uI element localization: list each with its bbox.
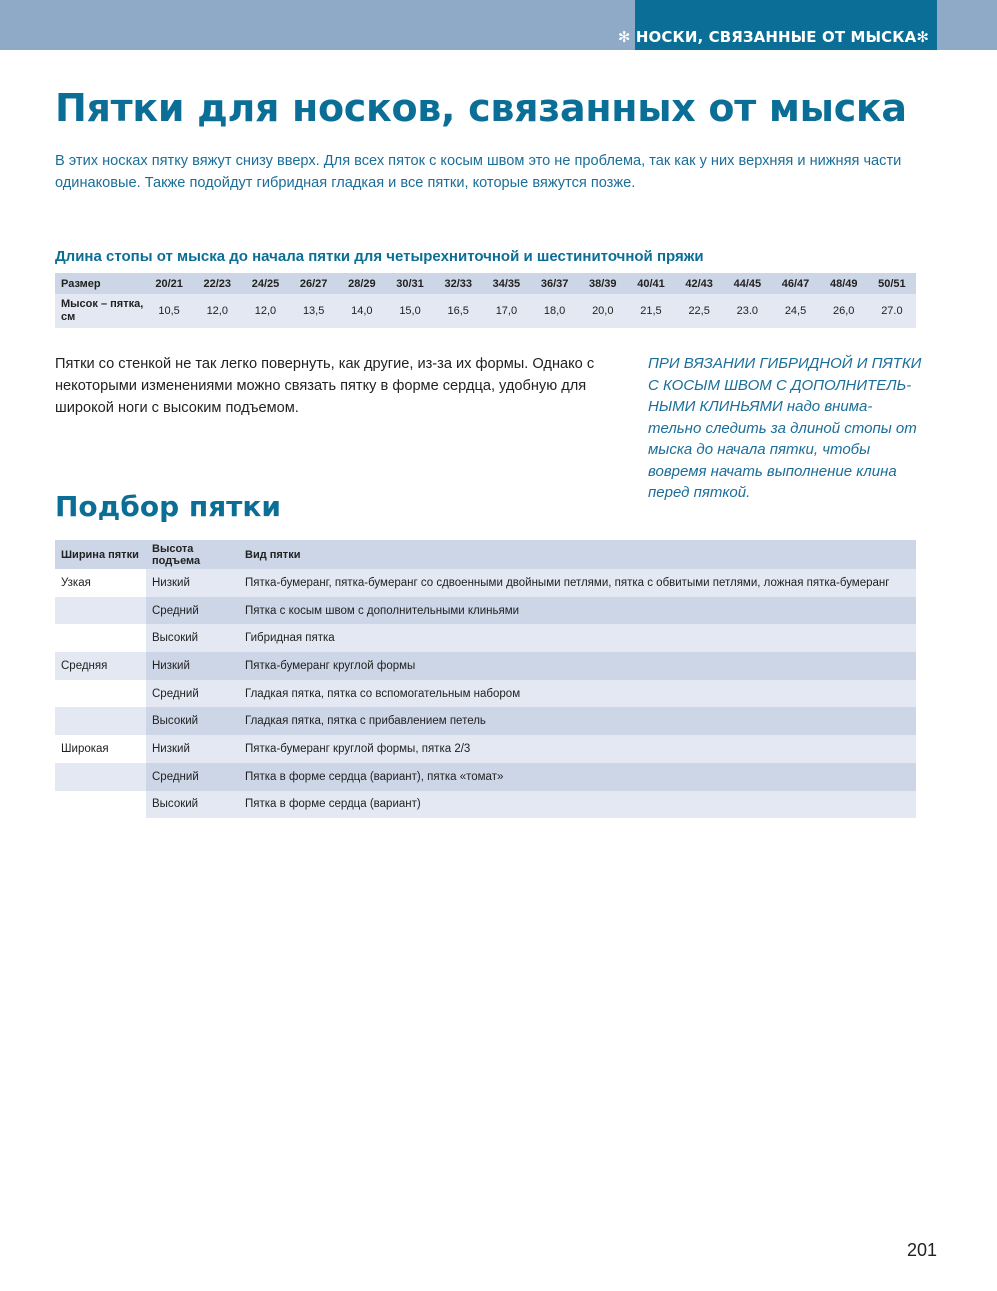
- size-cell: 28/29: [338, 273, 386, 294]
- cell-width: Средняя: [55, 652, 146, 680]
- length-cell: 17,0: [482, 294, 530, 328]
- length-cell: 18,0: [531, 294, 579, 328]
- table-row: [55, 652, 916, 680]
- length-cell: 21,5: [627, 294, 675, 328]
- cell-type: Пятка с косым швом с дополнительными клиньями: [239, 597, 916, 625]
- size-cell: 40/41: [627, 273, 675, 294]
- heel-table: [55, 540, 916, 818]
- header-type: Вид пятки: [239, 540, 916, 569]
- body-paragraph: Пятки со стенкой не так легко повернуть, как другие, из-за их формы. Однако с некоторыми изменениями можно связать пятку в форме сердца, удобную для широкой ноги с высоким подъемом.: [55, 356, 595, 416]
- size-cell: 32/33: [434, 273, 482, 294]
- cell-instep: Высокий: [146, 707, 239, 735]
- cell-width: [55, 763, 146, 791]
- section-title: Подбор пятки: [55, 490, 282, 523]
- size-header-label: Размер: [55, 273, 145, 294]
- cell-instep: Средний: [146, 597, 239, 625]
- table-row: [55, 707, 916, 735]
- sidenote-rest: надо внима-тельно следить за длиной стопы от мыска до начала пятки, чтобы вовремя начать выполнение клина перед пяткой.: [648, 398, 917, 501]
- length-cell: 15,0: [386, 294, 434, 328]
- size-cell: 50/51: [868, 273, 916, 294]
- table-row: [55, 791, 916, 819]
- cell-width: [55, 791, 146, 819]
- cell-type: Гибридная пятка: [239, 624, 916, 652]
- cell-instep: Низкий: [146, 652, 239, 680]
- cell-type: Пятка-бумеранг, пятка-бумеранг со сдвоенными двойными петлями, пятка с обвитыми петлями, ложная пятка-бумеранг: [239, 569, 916, 597]
- sidenote: [648, 353, 923, 504]
- length-cell: 12,0: [241, 294, 289, 328]
- cell-type: Пятка-бумеранг круглой формы, пятка 2/3: [239, 735, 916, 763]
- page-number: 201: [906, 1240, 937, 1260]
- size-cell: 20/21: [145, 273, 193, 294]
- size-cell: 42/43: [675, 273, 723, 294]
- length-row-label: Мысок – пятка, см: [55, 294, 145, 328]
- cell-type: Пятка в форме сердца (вариант), пятка «томат»: [239, 763, 916, 791]
- cell-width: [55, 680, 146, 708]
- size-table-title: Длина стопы от мыска до начала пятки для четырехниточной и шестиниточной пряжи: [55, 248, 704, 265]
- cell-width: [55, 624, 146, 652]
- cell-instep: Средний: [146, 763, 239, 791]
- intro-paragraph: В этих носках пятку вяжут снизу вверх. Для всех пяток с косым швом это не проблема, так как у них верхняя и нижняя части одинаковые. Также подойдут гибридная гладкая и все пятки, которые вяжутся позже.: [55, 153, 902, 191]
- size-header-row: [55, 273, 916, 294]
- table-row: [55, 680, 916, 708]
- table-row: [55, 735, 916, 763]
- table-row: [55, 624, 916, 652]
- size-cell: 44/45: [723, 273, 771, 294]
- length-cell: 23.0: [723, 294, 771, 328]
- cell-type: Гладкая пятка, пятка со вспомогательным набором: [239, 680, 916, 708]
- sidenote-caps: ПРИ ВЯЗАНИИ ГИБРИДНОЙ И ПЯТКИ С КОСЫМ ШВОМ С ДОПОЛНИТЕЛЬ-НЫМИ КЛИНЬЯМИ: [648, 355, 922, 415]
- cell-instep: Высокий: [146, 791, 239, 819]
- size-cell: 30/31: [386, 273, 434, 294]
- size-cell: 48/49: [820, 273, 868, 294]
- chapter-label: ✻ НОСКИ, СВЯЗАННЫЕ ОТ МЫСКА✻: [617, 28, 929, 46]
- cell-width: Узкая: [55, 569, 146, 597]
- header-instep: Высота подъема: [146, 540, 239, 569]
- table-row: [55, 569, 916, 597]
- cell-width: Широкая: [55, 735, 146, 763]
- cell-instep: Низкий: [146, 735, 239, 763]
- size-cell: 24/25: [241, 273, 289, 294]
- header-width: Ширина пятки: [55, 540, 146, 569]
- length-cell: 24,5: [771, 294, 819, 328]
- heel-table-body: [55, 569, 916, 818]
- cell-width: [55, 707, 146, 735]
- size-cell: 26/27: [290, 273, 338, 294]
- heel-header-row: [55, 540, 916, 569]
- table-row: [55, 597, 916, 625]
- cell-width: [55, 597, 146, 625]
- size-cell: 34/35: [482, 273, 530, 294]
- length-cell: 20,0: [579, 294, 627, 328]
- cell-instep: Средний: [146, 680, 239, 708]
- size-cell: 38/39: [579, 273, 627, 294]
- cell-type: Пятка в форме сердца (вариант): [239, 791, 916, 819]
- page-title: Пятки для носков, связанных от мыска: [55, 86, 907, 130]
- cell-type: Пятка-бумеранг круглой формы: [239, 652, 916, 680]
- length-cell: 13,5: [290, 294, 338, 328]
- cell-instep: Высокий: [146, 624, 239, 652]
- length-cell: 27.0: [868, 294, 916, 328]
- cell-instep: Низкий: [146, 569, 239, 597]
- length-cell: 14,0: [338, 294, 386, 328]
- chapter-tab: [617, 0, 937, 50]
- length-cell: 12,0: [193, 294, 241, 328]
- length-cell: 16,5: [434, 294, 482, 328]
- size-cell: 36/37: [531, 273, 579, 294]
- table-row: [55, 763, 916, 791]
- cell-type: Гладкая пятка, пятка с прибавлением петель: [239, 707, 916, 735]
- length-cell: 10,5: [145, 294, 193, 328]
- size-cell: 46/47: [771, 273, 819, 294]
- length-row: [55, 294, 916, 328]
- size-cell: 22/23: [193, 273, 241, 294]
- length-cell: 22,5: [675, 294, 723, 328]
- length-cell: 26,0: [820, 294, 868, 328]
- size-table: [55, 273, 916, 328]
